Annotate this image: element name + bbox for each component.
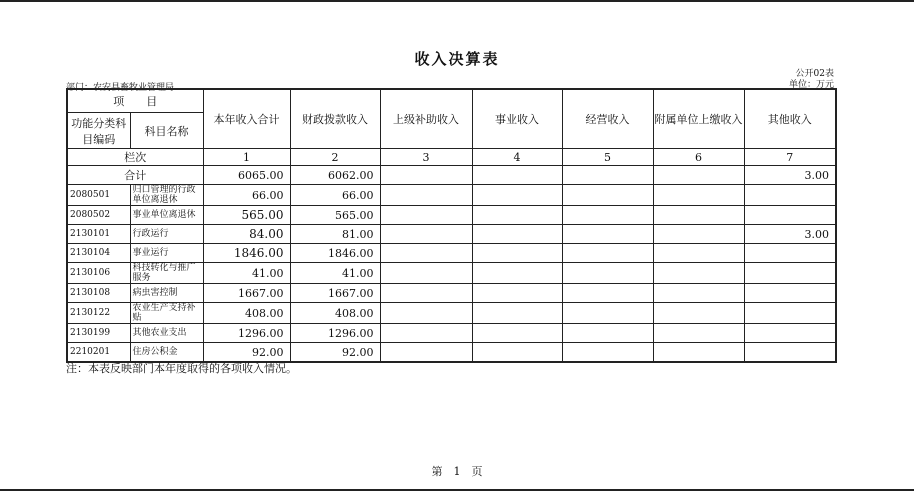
row-name: 住房公积金	[130, 343, 203, 363]
row-name: 事业单位离退休	[130, 206, 203, 225]
row-fiscal: 81.00	[290, 225, 380, 244]
table-row	[67, 324, 836, 343]
sum-other: 3.00	[744, 166, 836, 185]
row-name: 行政运行	[130, 225, 203, 244]
row-code: 2080502	[67, 206, 130, 225]
row-name: 其他农业支出	[130, 324, 203, 343]
header-subject-name: 科目名称	[130, 113, 203, 149]
header-func-code: 功能分类科目编码	[67, 113, 130, 149]
page-number: 第 1 页	[431, 465, 483, 478]
header-operating: 经营收入	[562, 89, 653, 149]
row-code: 2130104	[67, 244, 130, 263]
row-code: 2130199	[67, 324, 130, 343]
row-other	[744, 206, 836, 225]
row-code: 2130101	[67, 225, 130, 244]
page-title: 收入决算表	[414, 50, 500, 68]
income-table	[66, 88, 837, 363]
sum-label: 合计	[67, 166, 203, 185]
header-affiliated: 附属单位上缴收入	[653, 89, 744, 149]
row-fiscal: 1296.00	[290, 324, 380, 343]
table-row	[67, 303, 836, 324]
row-name: 科技转化与推广服务	[130, 263, 203, 284]
row-code: 2130122	[67, 303, 130, 324]
row-fiscal: 408.00	[290, 303, 380, 324]
row-total: 1667.00	[203, 284, 290, 303]
row-fiscal: 1667.00	[290, 284, 380, 303]
row-name: 事业运行	[130, 244, 203, 263]
row-name: 农业生产支持补贴	[130, 303, 203, 324]
col-number: 4	[472, 149, 562, 166]
row-code: 2080501	[67, 185, 130, 206]
row-other	[744, 185, 836, 206]
row-code: 2210201	[67, 343, 130, 363]
col-number: 1	[203, 149, 290, 166]
table-row	[67, 185, 836, 206]
header-superior: 上级补助收入	[380, 89, 472, 149]
header-other: 其他收入	[744, 89, 836, 149]
sum-row	[67, 166, 836, 185]
row-fiscal: 1846.00	[290, 244, 380, 263]
row-total: 92.00	[203, 343, 290, 363]
sum-fiscal: 6062.00	[290, 166, 380, 185]
table-row	[67, 206, 836, 225]
col-number: 3	[380, 149, 472, 166]
row-total: 565.00	[203, 206, 290, 225]
row-other	[744, 303, 836, 324]
unit-label: 单位：万元	[788, 80, 834, 90]
row-other	[744, 263, 836, 284]
col-number: 5	[562, 149, 653, 166]
row-total: 84.00	[203, 225, 290, 244]
row-total: 41.00	[203, 263, 290, 284]
row-other	[744, 324, 836, 343]
table-row	[67, 263, 836, 284]
table-note: 注：本表反映部门本年度取得的各项收入情况。	[66, 362, 297, 375]
row-fiscal: 565.00	[290, 206, 380, 225]
table-row	[67, 244, 836, 263]
header-total: 本年收入合计	[203, 89, 290, 149]
form-number: 公开02表	[795, 69, 834, 79]
row-other	[744, 284, 836, 303]
header-business: 事业收入	[472, 89, 562, 149]
row-fiscal: 66.00	[290, 185, 380, 206]
row-code: 2130106	[67, 263, 130, 284]
row-name: 归口管理的行政单位离退休	[130, 185, 203, 206]
row-total: 408.00	[203, 303, 290, 324]
col-number: 2	[290, 149, 380, 166]
row-fiscal: 92.00	[290, 343, 380, 363]
row-total: 1296.00	[203, 324, 290, 343]
department-label: 部门：农安县畜牧业管理局	[66, 83, 175, 93]
header-fiscal: 财政拨款收入	[290, 89, 380, 149]
row-fiscal: 41.00	[290, 263, 380, 284]
table-row	[67, 225, 836, 244]
top-border	[0, 0, 914, 2]
row-code: 2130108	[67, 284, 130, 303]
col-number: 7	[744, 149, 836, 166]
sum-total: 6065.00	[203, 166, 290, 185]
header-item: 项 目	[67, 89, 203, 113]
row-total: 66.00	[203, 185, 290, 206]
row-other	[744, 343, 836, 363]
row-total: 1846.00	[203, 244, 290, 263]
row-other: 3.00	[744, 225, 836, 244]
row-name: 病虫害控制	[130, 284, 203, 303]
row-other	[744, 244, 836, 263]
col-number: 6	[653, 149, 744, 166]
table-row	[67, 284, 836, 303]
header-col-index: 栏次	[67, 149, 203, 166]
